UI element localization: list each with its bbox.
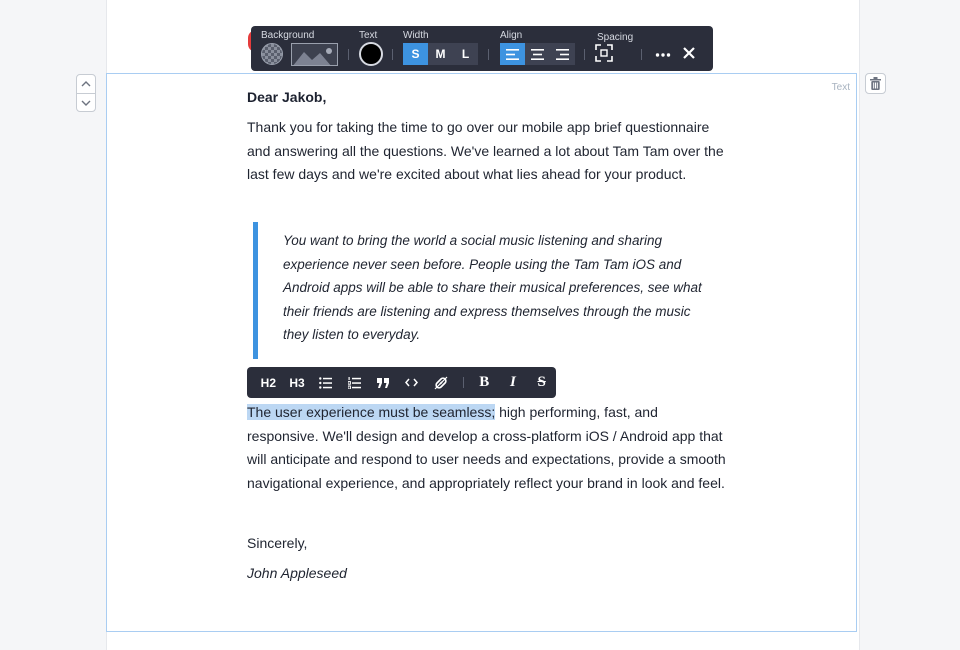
align-right-button[interactable]	[550, 43, 575, 65]
bold-button[interactable]: B	[479, 374, 490, 390]
heading-3-button[interactable]: H3	[289, 375, 305, 390]
align-selector	[500, 43, 575, 65]
background-label: Background	[261, 30, 315, 41]
code-button[interactable]	[398, 367, 427, 398]
paragraph-2-rest: high performing, fast, and responsive. We'll design and develop a cross-platform iOS / Android app that will anticipate and respond to user needs and expectations, provide a smooth navigational experience, and appropriately reflect your brand in look and feel.	[247, 404, 726, 491]
close-icon	[682, 46, 696, 60]
letter-signoff[interactable]: Sincerely,	[247, 535, 308, 551]
quote-button[interactable]	[369, 367, 398, 398]
numbered-list-icon	[348, 377, 361, 389]
letter-paragraph-1[interactable]: Thank you for taking the time to go over our mobile app brief questionnaire and answering all the questions. We've learned a lot about Tam Tam over the last few days and we're excited about what lies ahead for your product.	[247, 119, 724, 182]
trash-icon	[870, 77, 881, 90]
align-center-icon	[531, 49, 544, 60]
quote-icon	[377, 378, 390, 388]
code-icon	[405, 378, 418, 387]
spacing-button[interactable]	[595, 44, 615, 64]
block-mover	[76, 74, 96, 112]
background-transparent-button[interactable]	[261, 43, 283, 65]
text-color-swatch[interactable]	[359, 42, 383, 66]
spacing-icon	[595, 44, 613, 62]
format-divider	[463, 377, 464, 388]
letter-paragraph-2[interactable]	[247, 401, 727, 495]
background-image-button[interactable]	[291, 43, 338, 66]
link-button[interactable]	[426, 367, 455, 398]
blockquote[interactable]	[253, 222, 723, 359]
align-label: Align	[500, 30, 523, 41]
block-toolbar	[251, 26, 713, 71]
letter-greeting[interactable]: Dear Jakob,	[247, 89, 327, 105]
align-center-button[interactable]	[525, 43, 550, 65]
width-selector	[403, 43, 478, 65]
width-m-button[interactable]: M	[428, 43, 453, 65]
chevron-down-icon	[81, 100, 91, 106]
width-l-button[interactable]: L	[453, 43, 478, 65]
toolbar-divider	[641, 49, 642, 60]
selected-text[interactable]: The user experience must be seamless;	[247, 404, 496, 420]
quote-text: You want to bring the world a social music listening and sharing experience never seen before. People using the Tam Tam iOS and Android apps will be able to share their musical preferences, see what their friends are listening and express themselves through the music they listen to everyday.	[283, 233, 702, 342]
delete-block-button[interactable]	[865, 73, 886, 94]
strikethrough-button[interactable]: S	[537, 374, 546, 390]
toolbar-divider	[348, 49, 349, 60]
width-s-button[interactable]: S	[403, 43, 428, 65]
link-icon	[434, 376, 448, 390]
format-toolbar	[247, 367, 556, 398]
toolbar-divider	[488, 49, 489, 60]
bullet-list-button[interactable]	[311, 367, 340, 398]
close-toolbar-button[interactable]	[682, 46, 698, 62]
toolbar-divider	[584, 49, 585, 60]
chevron-up-icon	[81, 81, 91, 87]
text-label: Text	[359, 30, 378, 41]
bullet-list-icon	[319, 377, 332, 389]
spacing-label: Spacing	[597, 32, 634, 43]
align-left-button[interactable]	[500, 43, 525, 65]
block-type-tag: Text	[831, 82, 850, 93]
width-label: Width	[403, 30, 429, 41]
heading-2-button[interactable]: H2	[260, 375, 277, 390]
align-left-icon	[506, 49, 519, 60]
move-down-button[interactable]	[77, 93, 95, 112]
more-icon	[655, 48, 671, 62]
move-up-button[interactable]	[77, 75, 95, 93]
numbered-list-button[interactable]	[340, 367, 369, 398]
toolbar-divider	[392, 49, 393, 60]
align-right-icon	[556, 49, 569, 60]
letter-signature[interactable]: John Appleseed	[247, 565, 347, 581]
italic-button[interactable]: I	[510, 374, 516, 390]
more-options-button[interactable]	[655, 48, 675, 62]
mountain-image-icon	[292, 44, 338, 66]
